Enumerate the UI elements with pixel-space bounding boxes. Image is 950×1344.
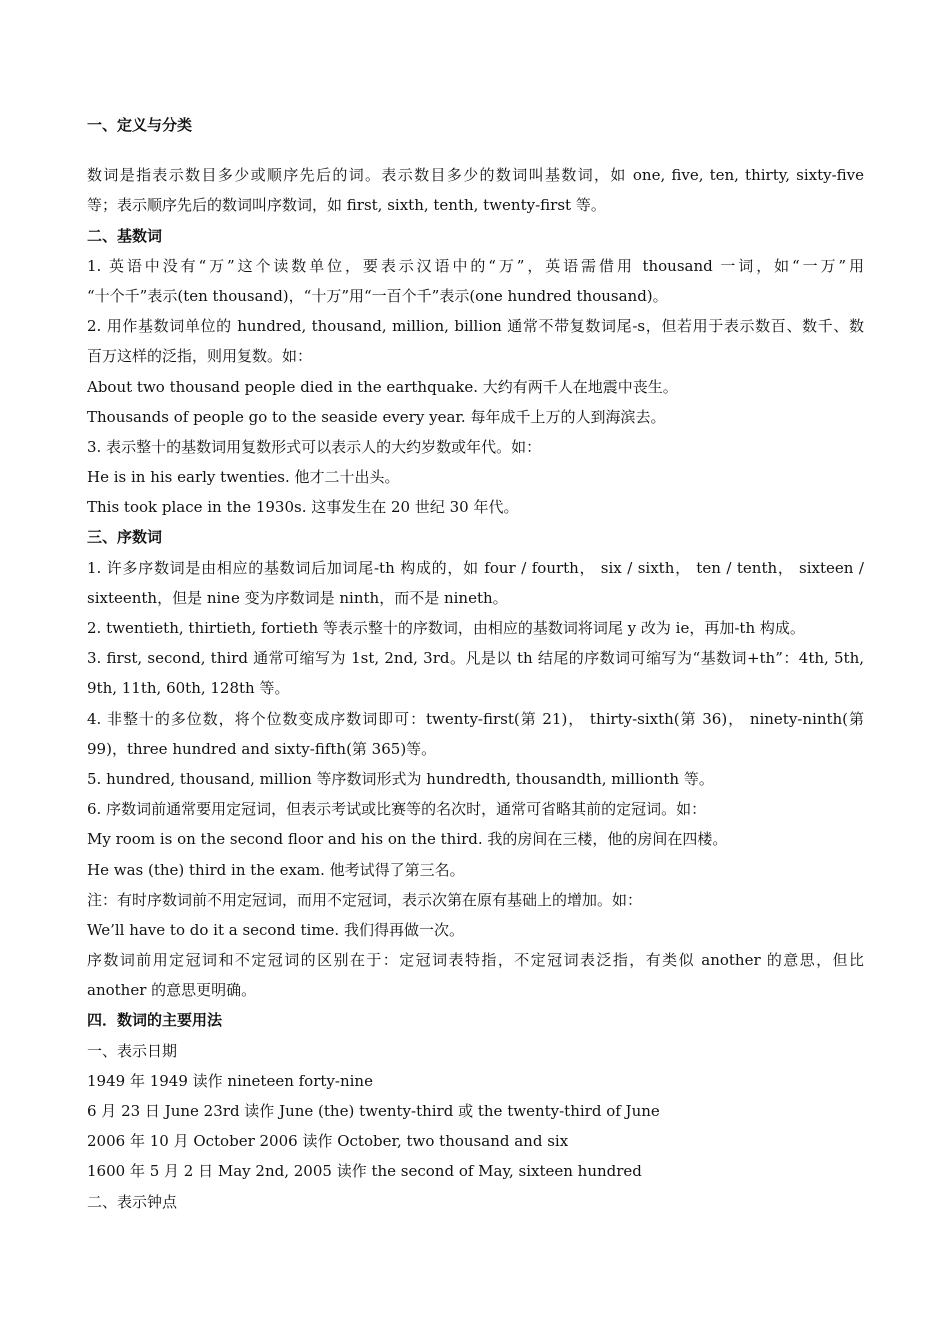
example-sentence: This took place in the 1930s. 这事发生在 20 世纪 30 年代。 [87, 498, 519, 517]
paragraph-line: 等；表示顺序先后的数词叫序数词，如 first, sixth, tenth, twenty-first 等。 [87, 196, 606, 215]
subheading-time: 二、表示钟点 [87, 1192, 178, 1211]
paragraph-line: 序数词前用定冠词和不定冠词的区别在于：定冠词表特指，不定冠词表泛指，有类似 another 的意思，但比 [87, 951, 864, 970]
spacer [87, 140, 864, 160]
paragraph-line: 4. 非整十的多位数，将个位数变成序数词即可：twenty-first(第 21)， thirty-sixth(第 36)， ninety-ninth(第 [87, 709, 864, 728]
example-sentence: He was (the) third in the exam. 他考试得了第三名。 [87, 860, 465, 879]
paragraph-line: 5. hundred, thousand, million 等序数词形式为 hundredth, thousandth, millionth 等。 [87, 769, 714, 788]
section-heading-definition: 一、定义与分类 [87, 116, 193, 134]
date-example: 6 月 23 日 June 23rd 读作 June (the) twenty-third 或 the twenty-third of June [87, 1102, 660, 1120]
example-sentence: My room is on the second floor and his on the third. 我的房间在三楼，他的房间在四楼。 [87, 830, 728, 849]
section-heading-cardinal: 二、基数词 [87, 226, 163, 245]
example-sentence: About two thousand people died in the earthquake. 大约有两千人在地震中丧生。 [87, 377, 678, 396]
paragraph-line: 2. 用作基数词单位的 hundred, thousand, million, billion 通常不带复数词尾-s，但若用于表示数百、数千、数 [87, 317, 864, 336]
date-example: 2006 年 10 月 October 2006 读作 October, two thousand and six [87, 1132, 569, 1151]
note-line: 注：有时序数词前不用定冠词，而用不定冠词，表示次第在原有基础上的增加。如： [87, 890, 643, 909]
paragraph-line: 数词是指表示数目多少或顺序先后的词。表示数目多少的数词叫基数词，如 one, five, ten, thirty, sixty-five [87, 166, 864, 185]
date-example: 1949 年 1949 读作 nineteen forty-nine [87, 1071, 373, 1090]
section-heading-usage: 四．数词的主要用法 [87, 1011, 223, 1030]
subheading-dates: 一、表示日期 [87, 1041, 178, 1060]
paragraph-line: sixteenth，但是 nine 变为序数词是 ninth，而不是 nineth。 [87, 588, 508, 607]
paragraph-line: 9th, 11th, 60th, 128th 等。 [87, 679, 290, 698]
paragraph-line: 6. 序数词前通常要用定冠词，但表示考试或比赛等的名次时，通常可省略其前的定冠词。如： [87, 800, 707, 819]
paragraph-line: 1. 许多序数词是由相应的基数词后加词尾-th 构成的，如 four / fourth， six / sixth， ten / tenth， sixteen / [87, 558, 864, 577]
example-sentence: He is in his early twenties. 他才二十出头。 [87, 468, 400, 487]
paragraph-line: another 的意思更明确。 [87, 981, 257, 1000]
paragraph-line: 3. first, second, third 通常可缩写为 1st, 2nd, 3rd。凡是以 th 结尾的序数词可缩写为“基数词+th”：4th, 5th, [87, 649, 864, 668]
paragraph-line: 2. twentieth, thirtieth, fortieth 等表示整十的序数词，由相应的基数词将词尾 y 改为 ie，再加-th 构成。 [87, 619, 805, 637]
paragraph-line: “十个千”表示(ten thousand)，“十万”用“一百个千”表示(one hundred thousand)。 [87, 286, 668, 305]
paragraph-line: 3. 表示整十的基数词用复数形式可以表示人的大约岁数或年代。如： [87, 437, 542, 456]
paragraph-line: 1. 英语中没有“万”这个读数单位，要表示汉语中的“万”，英语需借用 thousand 一词，如“一万”用 [87, 256, 864, 275]
example-sentence: We’ll have to do it a second time. 我们得再做一次。 [87, 920, 464, 939]
document-page [87, 110, 864, 1217]
paragraph-line: 99)，three hundred and sixty-fifth(第 365)等。 [87, 739, 437, 758]
paragraph-line: 百万这样的泛指，则用复数。如： [87, 347, 313, 366]
example-sentence: Thousands of people go to the seaside every year. 每年成千上万的人到海滨去。 [87, 407, 666, 426]
date-example: 1600 年 5 月 2 日 May 2nd, 2005 读作 the second of May, sixteen hundred [87, 1162, 642, 1181]
section-heading-ordinal: 三、序数词 [87, 528, 163, 547]
